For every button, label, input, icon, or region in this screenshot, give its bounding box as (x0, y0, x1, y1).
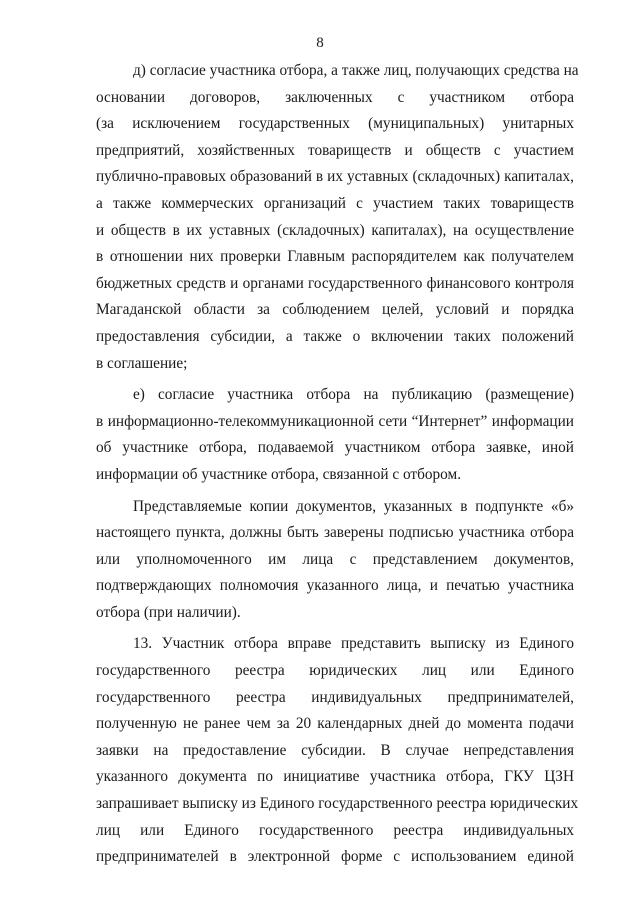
text-line: предприятий, хозяйственных товариществ и обществ с участием (96, 141, 574, 159)
page-number: 8 (316, 35, 324, 51)
paragraph-13-registry-extract (96, 631, 579, 870)
text-line: основании договоров, заключенных с участником отбора (96, 88, 574, 106)
text-line: в отношении них проверки Главным распорядителем как получателем (96, 248, 574, 266)
text-line: д) согласие участника отбора, а также лиц, получающих средства на (133, 62, 579, 79)
text-line: информации об участнике отбора, связанной с отбором. (96, 465, 462, 483)
text-line: в информационно-телекоммуникационной сети “Интернет” информации (96, 412, 574, 430)
document-body (96, 58, 579, 871)
text-line: в соглашение; (96, 354, 188, 372)
text-line: бюджетных средств и органами государственного финансового контроля (96, 274, 574, 292)
text-line: предпринимателей в электронной форме с использованием единой (96, 848, 574, 866)
text-line: запрашивает выписку из Единого государственного реестра юридических (96, 795, 579, 813)
paragraph-consent-publication (96, 382, 574, 488)
text-line: 13. Участник отбора вправе представить выписку из Единого (133, 635, 574, 653)
text-line: отбора (при наличии). (96, 603, 241, 621)
text-line: полученную не ранее чем за 20 календарных дней до момента подачи (96, 715, 574, 733)
text-line: лиц или Единого государственного реестра индивидуальных (96, 821, 574, 839)
text-line: е) согласие участника отбора на публикацию (размещение) (133, 386, 574, 404)
text-line: государственного реестра индивидуальных предпринимателей, (96, 688, 574, 706)
text-line: а также коммерческих организаций с участием таких товариществ (96, 194, 574, 212)
text-line: публично-правовых образований в их уставных (складочных) капиталах, (96, 168, 574, 186)
text-line: подтверждающих полномочия указанного лица, и печатью участника (96, 577, 574, 595)
paragraph-document-copies (96, 494, 574, 627)
text-line: или уполномоченного им лица с представлением документов, (96, 550, 574, 568)
text-line: (за исключением государственных (муниципальных) унитарных (96, 115, 574, 133)
text-line: предоставления субсидии, а также о включении таких положений (96, 327, 574, 345)
text-line: государственного реестра юридических лиц или Единого (96, 662, 574, 680)
text-line: и обществ в их уставных (складочных) капиталах), на осуществление (96, 221, 574, 239)
text-line: заявки на предоставление субсидии. В случае непредставления (96, 741, 574, 759)
text-line: об участнике отбора, подаваемой участником отбора заявке, иной (96, 439, 574, 457)
text-line: настоящего пункта, должны быть заверены подписью участника отбора (96, 524, 574, 542)
text-line: указанного документа по инициативе участника отбора, ГКУ ЦЗН (96, 768, 574, 786)
paragraph-consent-audit (96, 58, 579, 377)
text-line: Магаданской области за соблюдением целей, условий и порядка (96, 301, 574, 319)
text-line: Представляемые копии документов, указанных в подпункте «б» (133, 497, 574, 515)
